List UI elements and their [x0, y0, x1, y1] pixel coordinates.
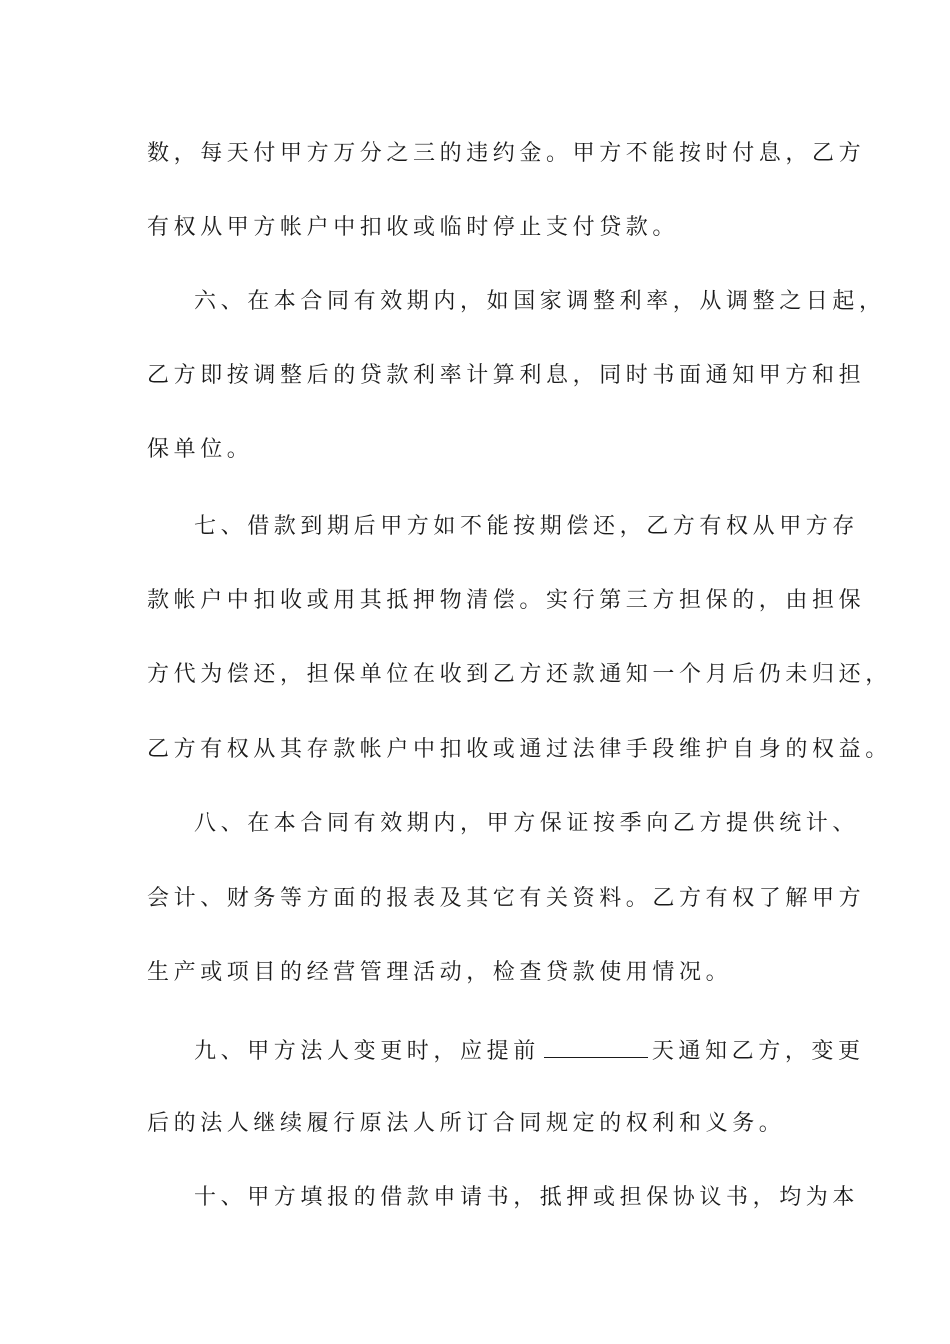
paragraph-line: 数，每天付甲方万分之三的违约金。甲方不能按时付息，乙方: [147, 141, 866, 166]
paragraph-line: 保单位。: [147, 437, 254, 462]
paragraph-line: 款帐户中扣收或用其抵押物清偿。实行第三方担保的，由担保: [147, 588, 866, 613]
clause-9-line: [194, 1035, 865, 1067]
paragraph-line: 乙方有权从其存款帐户中扣收或通过法律手段维护自身的权益。: [147, 737, 892, 762]
clause-7-line: 七、借款到期后甲方如不能按期偿还，乙方有权从甲方存: [194, 514, 860, 539]
paragraph-line: 生产或项目的经营管理活动，检查贷款使用情况。: [147, 960, 733, 985]
paragraph-line: 有权从甲方帐户中扣收或临时停止支付贷款。: [147, 215, 680, 240]
paragraph-line: 乙方即按调整后的贷款利率计算利息，同时书面通知甲方和担: [147, 363, 866, 388]
clause-6-line: 六、在本合同有效期内，如国家调整利率，从调整之日起，: [194, 289, 886, 314]
paragraph-line: 会计、财务等方面的报表及其它有关资料。乙方有权了解甲方: [147, 886, 866, 911]
paragraph-line: 方代为偿还，担保单位在收到乙方还款通知一个月后仍未归还，: [147, 662, 892, 687]
clause-8-line: 八、在本合同有效期内，甲方保证按季向乙方提供统计、: [194, 811, 860, 836]
fill-in-blank[interactable]: [544, 1035, 648, 1058]
clause-9-text-before: 九、甲方法人变更时，应提前: [194, 1039, 540, 1064]
paragraph-line: 后的法人继续履行原法人所订合同规定的权利和义务。: [147, 1111, 786, 1136]
clause-9-text-after: 天通知乙方，变更: [651, 1039, 865, 1064]
clause-10-line: 十、甲方填报的借款申请书，抵押或担保协议书，均为本: [194, 1185, 860, 1210]
